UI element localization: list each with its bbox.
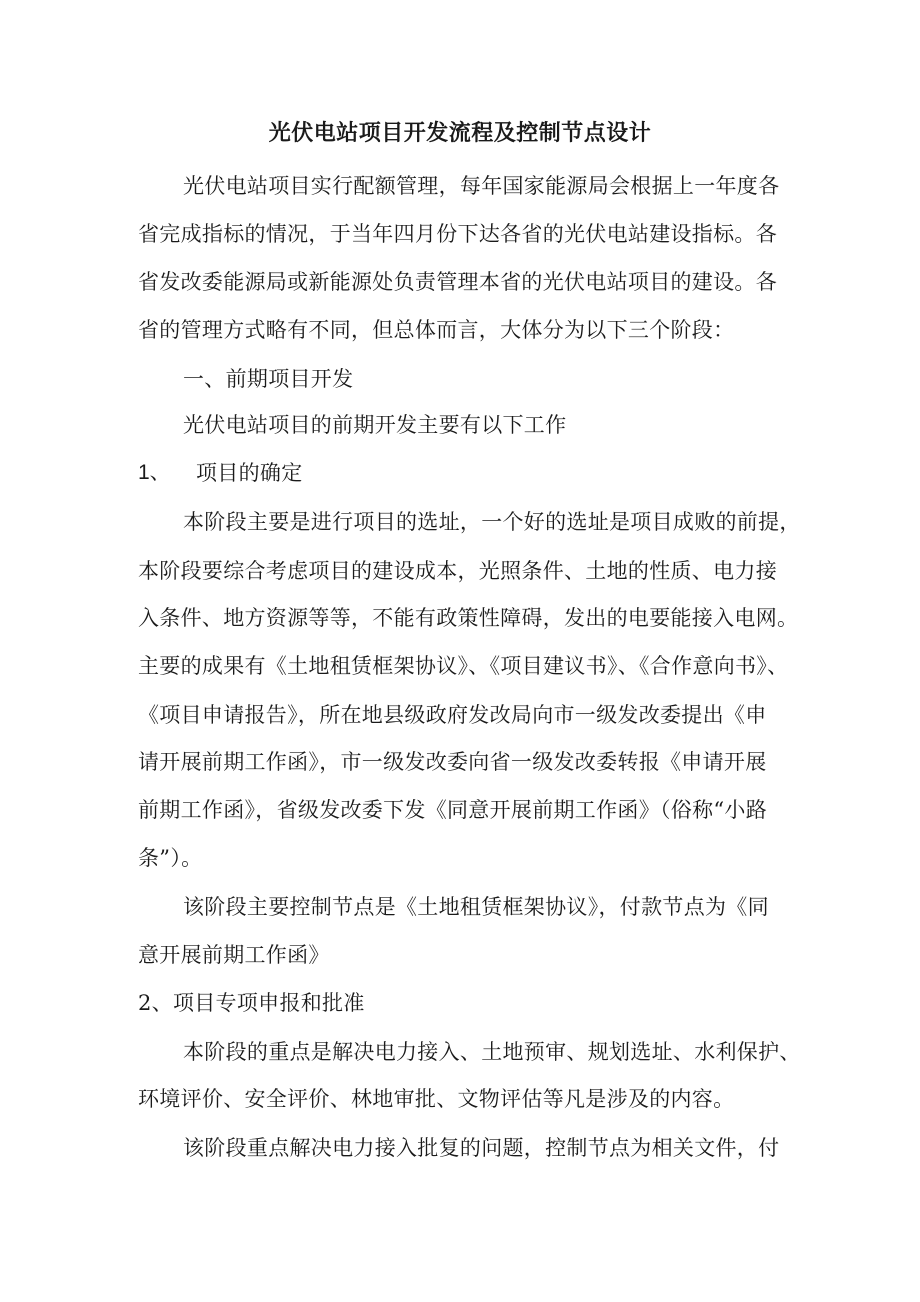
paragraph-line: 主要的成果有《土地租赁框架协议》、《项目建议书》、《合作意向书》、 xyxy=(138,654,789,678)
paragraph-line: 意开展前期工作函》 xyxy=(138,943,330,967)
paragraph-line: 省的管理方式略有不同，但总体而言，大体分为以下三个阶段： xyxy=(138,318,735,342)
paragraph-line: 入条件、地方资源等等，不能有政策性障碍，发出的电要能接入电网。 xyxy=(138,606,799,630)
paragraph-line: 本阶段要综合考虑项目的建设成本，光照条件、土地的性质、电力接 xyxy=(138,559,777,583)
subsection-heading: 项目的确定 xyxy=(196,461,303,485)
paragraph-line: 光伏电站项目的前期开发主要有以下工作 xyxy=(183,413,567,437)
paragraph-line: 前期工作函》，省级发改委下发《同意开展前期工作函》（俗称“小路 xyxy=(138,798,768,822)
paragraph-line: 该阶段重点解决电力接入批复的问题，控制节点为相关文件，付 xyxy=(183,1136,780,1160)
paragraph-line: 本阶段主要是进行项目的选址，一个好的选址是项目成败的前提， xyxy=(183,510,801,534)
paragraph-line: 省发改委能源局或新能源处负责管理本省的光伏电站项目的建设。各 xyxy=(138,270,777,294)
paragraph-line: 环境评价、安全评价、林地审批、文物评估等凡是涉及的内容。 xyxy=(138,1087,735,1111)
document-title: 光伏电站项目开发流程及控制节点设计 xyxy=(268,120,652,146)
paragraph-line: 《项目申请报告》，所在地县级政府发改局向市一级发改委提出《申 xyxy=(138,703,767,727)
list-number: 1、 xyxy=(138,461,171,484)
paragraph-line: 该阶段主要控制节点是《土地租赁框架协议》，付款节点为《同 xyxy=(183,895,769,919)
subsection-heading: 2、项目专项申报和批准 xyxy=(138,991,365,1015)
paragraph-line: 本阶段的重点是解决电力接入、土地预审、规划选址、水利保护、 xyxy=(183,1040,801,1064)
paragraph-line: 光伏电站项目实行配额管理，每年国家能源局会根据上一年度各 xyxy=(183,174,780,198)
paragraph-line: 请开展前期工作函》，市一级发改委向省一级发改委转报《申请开展 xyxy=(138,750,767,774)
section-heading: 一、前期项目开发 xyxy=(183,367,354,391)
paragraph-line: 省完成指标的情况，于当年四月份下达各省的光伏电站建设指标。各 xyxy=(138,222,777,246)
paragraph-line: 条”）。 xyxy=(138,846,203,870)
